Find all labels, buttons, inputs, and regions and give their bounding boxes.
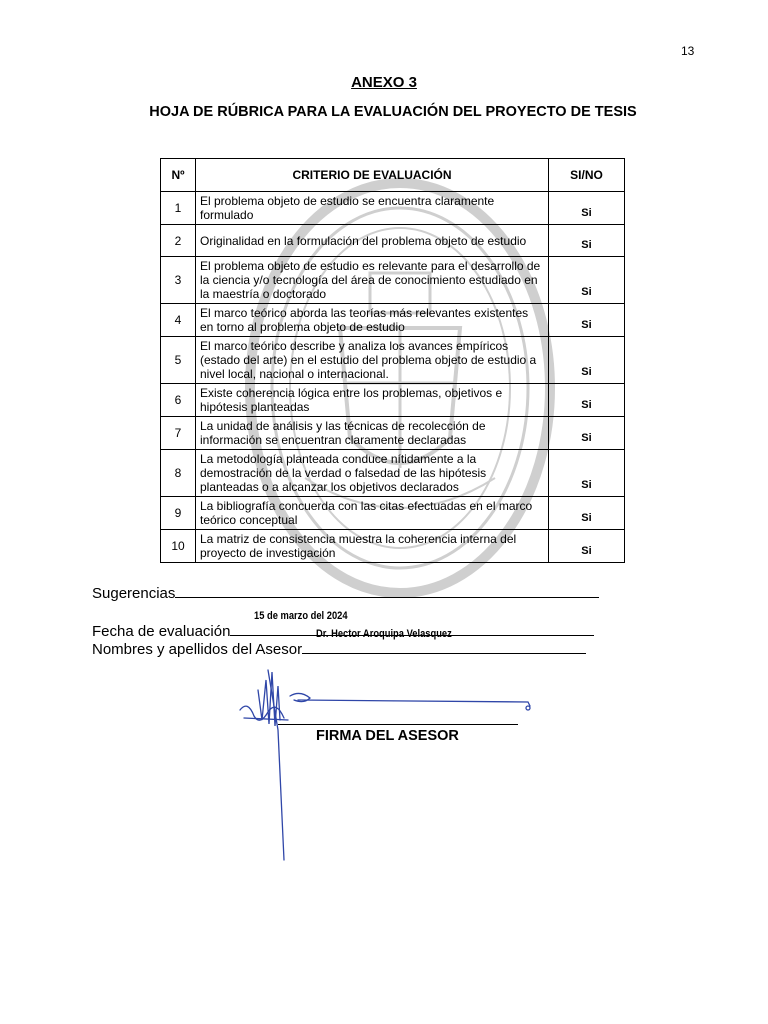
row-answer: Si [549,417,625,450]
table-row [161,304,625,337]
row-answer: Si [549,450,625,497]
table-row [161,257,625,304]
date-label: Fecha de evaluación [92,623,231,640]
row-number: 2 [161,225,196,257]
annex-heading [0,74,768,91]
row-answer: Si [549,497,625,530]
row-criterion: Existe coherencia lógica entre los problemas, objetivos e hipótesis planteadas [196,384,549,417]
row-number: 5 [161,337,196,384]
row-answer: Si [549,530,625,563]
row-criterion: La bibliografía concuerda con las citas efectuadas en el marco teórico conceptual [196,497,549,530]
row-number: 1 [161,192,196,225]
table-row [161,192,625,225]
row-criterion: La unidad de análisis y las técnicas de recolección de información se encuentran claramente declaradas [196,417,549,450]
advisor-value: Dr. Hector Aroquipa Velasquez [316,628,452,640]
row-number: 8 [161,450,196,497]
row-criterion: Originalidad en la formulación del problema objeto de estudio [196,225,549,257]
row-criterion: La matriz de consistencia muestra la coherencia interna del proyecto de investigación [196,530,549,563]
rubric-title: HOJA DE RÚBRICA PARA LA EVALUACIÓN DEL PROYECTO DE TESIS [149,104,637,120]
row-criterion: La metodología planteada conduce nítidamente a la demostración de la verdad o falsedad de las hipótesis planteadas o a alcanzar los objetivos declarados [196,450,549,497]
table-row [161,384,625,417]
table-row [161,337,625,384]
row-number: 6 [161,384,196,417]
table-row [161,530,625,563]
row-answer: Si [549,304,625,337]
annex-heading-text: ANEXO 3 [351,74,417,91]
row-criterion: El problema objeto de estudio se encuentra claramente formulado [196,192,549,225]
row-answer: Si [549,225,625,257]
signature-image [228,660,548,870]
suggestions-line [92,582,599,602]
header-number: Nº [161,159,196,192]
suggestions-blank [175,582,599,598]
advisor-label: Nombres y apellidos del Asesor [92,641,303,658]
row-answer: Si [549,257,625,304]
row-answer: Si [549,337,625,384]
row-criterion: El marco teórico describe y analiza los avances empíricos (estado del arte) en el estudio del problema objeto de estudio a nivel local, nacional o internacional. [196,337,549,384]
row-number: 9 [161,497,196,530]
rubric-table [160,158,625,563]
row-answer: Si [549,192,625,225]
table-row [161,497,625,530]
row-number: 3 [161,257,196,304]
row-criterion: El marco teórico aborda las teorías más relevantes existentes en torno al problema objeto de estudio [196,304,549,337]
signature-label: FIRMA DEL ASESOR [316,728,459,744]
advisor-blank [302,628,586,654]
date-value: 15 de marzo del 2024 [254,610,348,622]
table-header-row [161,159,625,192]
row-answer: Si [549,384,625,417]
header-criterion: CRITERIO DE EVALUACIÓN [196,159,549,192]
table-row [161,450,625,497]
row-number: 10 [161,530,196,563]
row-number: 7 [161,417,196,450]
page-number: 13 [681,44,695,58]
suggestions-label: Sugerencias [92,585,176,602]
row-criterion: El problema objeto de estudio es relevante para el desarrollo de la ciencia y/o tecnología del área de conocimiento estudiado en la maestría o doctorado [196,257,549,304]
row-number: 4 [161,304,196,337]
signature-line [278,724,518,725]
table-row [161,225,625,257]
header-answer: SI/NO [549,159,625,192]
table-row [161,417,625,450]
